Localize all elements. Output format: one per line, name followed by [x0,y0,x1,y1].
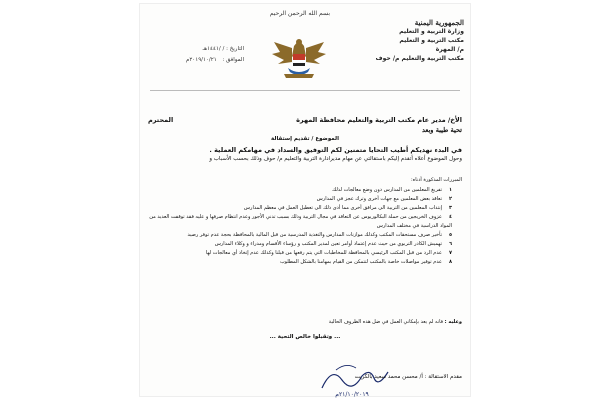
resignation-letter [140,4,470,396]
letterhead-line: م/ المهرة [435,46,464,53]
conclusion-text: فانه لم يعد بإمكاني العمل في ضل هذه الظروف الحالية [328,319,444,325]
subject-line: الموضوع / تقديم إستقالة [271,136,339,142]
intro-body: وحول الموضوع أعلاه أتقدم إليكم باستقالتي عن مهام مديرادارة التربية والتعليم م/ حوف وذلك بحسب الأسباب و [209,156,462,162]
list-item [148,231,452,240]
intro-lead: في البدء نهديكم أطيب التحايا متمنين لكم التوفيق والسداد في مهامكم العملية . [209,146,462,154]
item-text: إنتداب المعلمين من التربية الى مرافق أخرى مما أدى ذلك الى تعطيل العمل في معظم المدارس [243,205,442,211]
letterhead-line: مكتب التربية و التعليم [399,37,464,44]
item-number: ٢ [448,196,452,202]
letterhead-line: مكتب التربية والتعليم م/ حوف [375,55,464,62]
greeting: تحية طيبة وبعد [421,126,462,134]
item-text: عزوف الخريجين من حملة البكالوريوس عن التعاقد في مجال التربية وذلك بسبب تدني الأجور وعدم انتظام صرفها و عليه فقد توقفت العديد من المواد الدراسية في مختلف المدارس [149,214,452,229]
item-text: عدم توفير مواصلات خاصة بالمكتب لتتمكن من القيام بمهامنا بالشكل المطلوب [279,259,442,265]
corresponding-date-row [154,55,244,66]
letterhead [359,18,464,63]
item-text: تهميش الكادر التربوي من حيث عدم إعتماد أوامر تعين لمدير المكتب و رؤساء الأقسام ومدراء و وكلاء المدارس [214,241,442,247]
intro-paragraph [148,146,462,164]
letterhead-line: الجمهورية اليمنية [414,18,464,27]
reasons-title: المبررات المذكورة أدناه: [410,177,462,183]
list-item [148,240,452,249]
reasons-list [148,186,462,267]
list-item [148,213,452,231]
conclusion [148,318,462,326]
respect-title: المحترم [148,116,174,124]
date-block [154,44,244,66]
yemen-eagle-emblem-icon [270,34,328,84]
closing-line: ... وتقبلوا خالص التحية ... [269,334,341,340]
header-divider [150,90,460,91]
list-item [148,204,452,213]
list-item [148,186,452,195]
reasons-section [148,176,462,267]
item-text: تعاقد بعض المعلمين مع جهات أخرى وترك عجز في المدارس [316,196,442,202]
addressee-line [148,116,462,126]
item-text: تأخير صرف مستحقات المكتب وكذلك موازنات المدارس والتغذية المدرسية من قبل المالية بالمحافظة بحجة عدم توفر رصيد [187,232,442,238]
item-number: ٥ [448,232,452,238]
item-number: ٣ [448,205,452,211]
letterhead-line: وزارة التربية و التعليم [399,28,464,35]
item-number: ٦ [448,241,452,247]
date-row [154,44,244,55]
corresponding-date-value: ٢٠١٩/١٠/٢١م [185,57,217,63]
date-label: التاريخ : / /١٤٤١هـ [202,46,244,52]
item-number: ٨ [448,259,452,265]
item-text: عدم الرد من قبل المكتب الرئيسي بالمحافظة للمخاطبات التي يتم رفعها من قبلنا وكذلك عدم إتخاذ أي معالجات لها [205,250,442,256]
item-number: ٧ [448,250,452,256]
signature-block [312,358,462,398]
list-item [148,249,452,258]
conclusion-label: وعليه : [444,319,462,325]
list-item [148,195,452,204]
item-number: ١ [448,187,452,193]
corresponding-date-label: الموافق : [222,57,244,63]
handwritten-date: ٢١/١٠/٢٠١٩م [335,391,369,398]
item-number: ٤ [448,214,452,220]
item-text: تفريغ المعلمين من المدارس دون وضع معالجات لذلك [332,187,442,193]
signature-label: مقدم الاستقالة : أ/ محسن محمد سعيد بالكريت [354,374,462,380]
addressee: الأخ/ مدير عام مكتب التربية والتعليم محافظة المهرة [296,116,462,124]
list-item [148,258,452,267]
basmala: بسم الله الرحمن الرحيم [269,10,330,17]
